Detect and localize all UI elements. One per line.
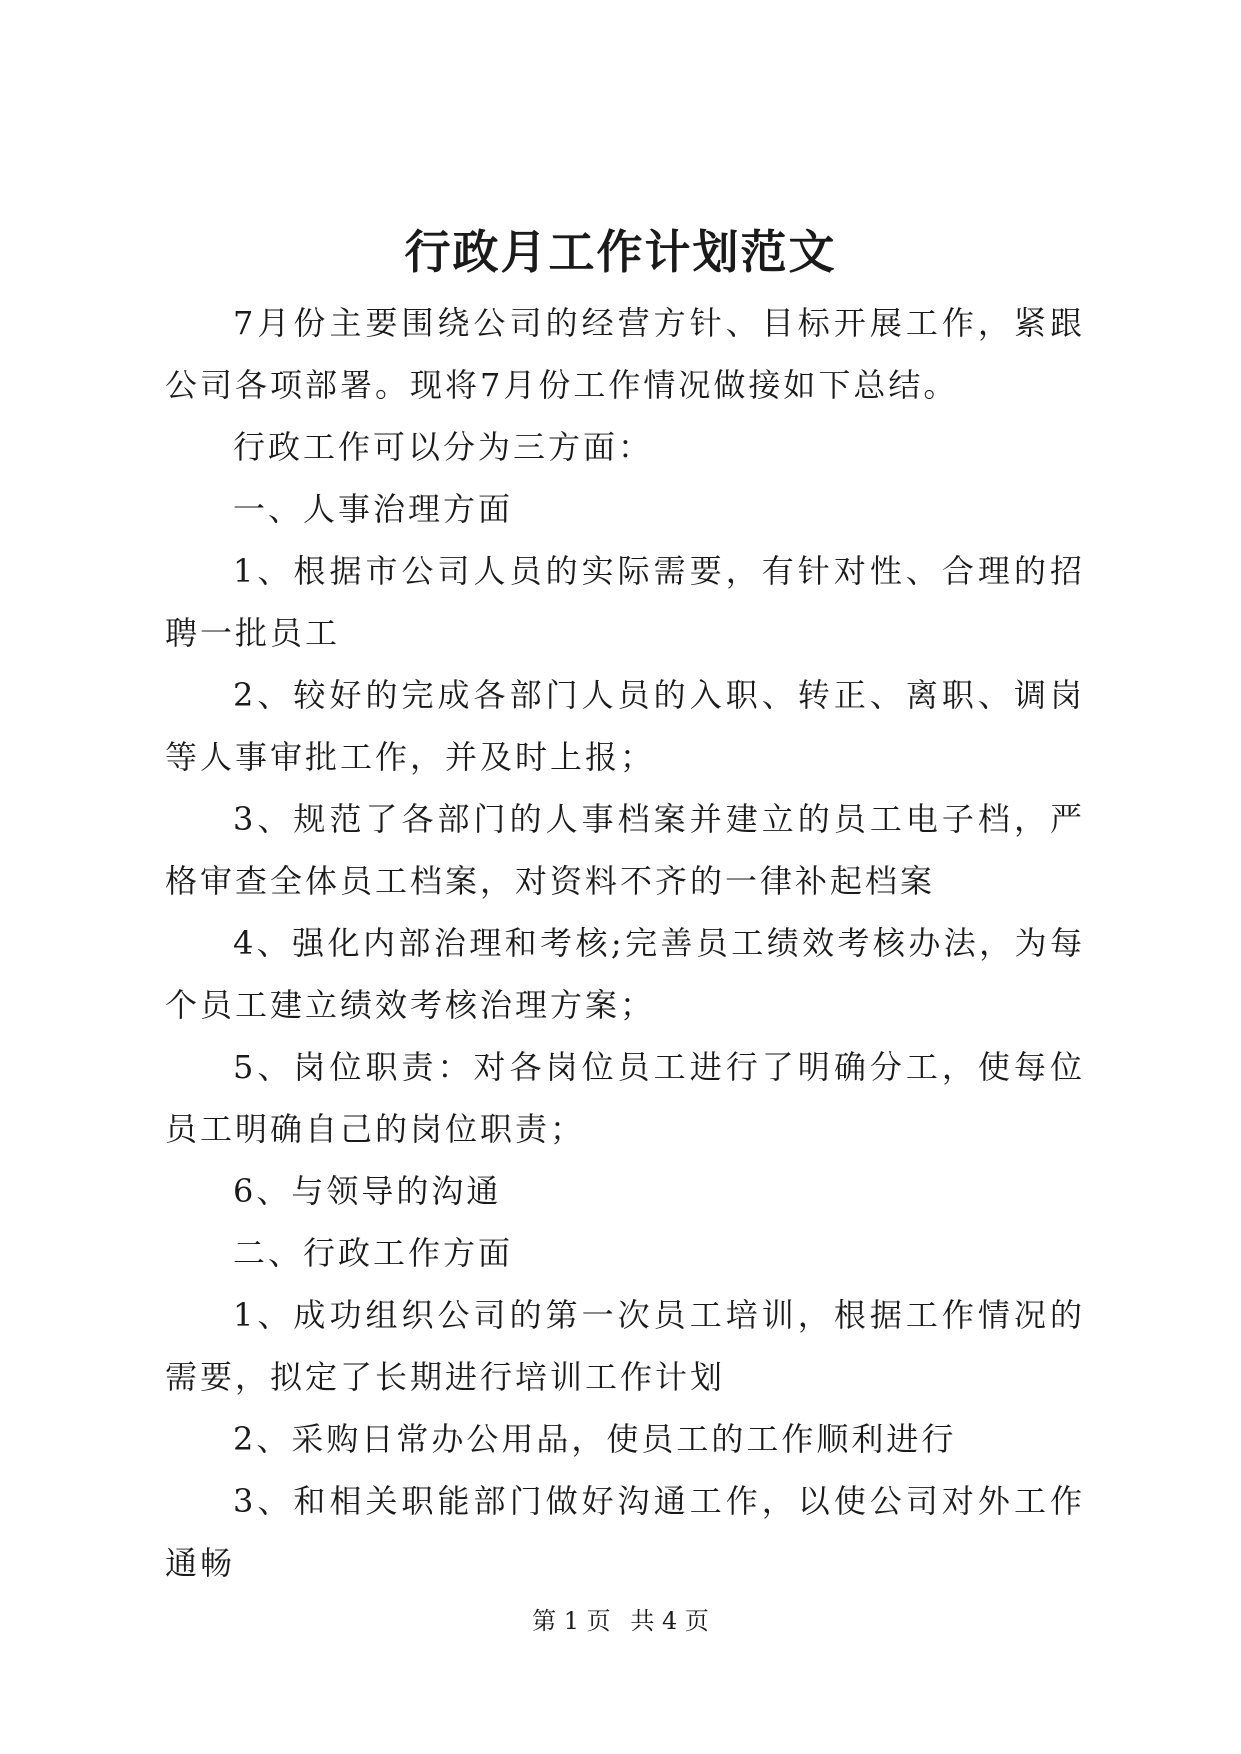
document-title: 行政月工作计划范文 [404,225,837,279]
list-item: 1、成功组织公司的第一次员工培训，根据工作情况的需要，拟定了长期进行培训工作计划 [165,1296,1085,1396]
page-total: 共 4 页 [630,1607,709,1635]
list-item: 1、根据市公司人员的实际需要，有针对性、合理的招聘一批员工 [165,552,1085,652]
list-item: 2、采购日常办公用品，使员工的工作顺利进行 [233,1420,957,1458]
list-item: 4、强化内部治理和考核;完善员工绩效考核办法，为每个员工建立绩效考核治理方案； [165,924,1085,1024]
page-footer [0,1606,1241,1636]
document-body [165,292,1085,1594]
list-item: 5、岗位职责：对各岗位员工进行了明确分工，使每位员工明确自己的岗位职责； [165,1048,1085,1148]
section-heading: 一、人事治理方面 [233,490,514,528]
paragraph: 7月份主要围绕公司的经营方针、目标开展工作，紧跟公司各项部署。现将7月份工作情况做接如下总结。 [165,304,1085,404]
list-item: 3、规范了各部门的人事档案并建立的员工电子档，严格审查全体员工档案，对资料不齐的一律补起档案 [165,800,1085,900]
paragraph: 行政工作可以分为三方面： [233,428,654,466]
list-item: 3、和相关职能部门做好沟通工作，以使公司对外工作通畅 [165,1482,1085,1582]
section-heading: 二、行政工作方面 [233,1234,514,1272]
list-item: 6、与领导的沟通 [233,1172,502,1210]
list-item: 2、较好的完成各部门人员的入职、转正、离职、调岗等人事审批工作，并及时上报； [165,676,1085,776]
page-number: 第 1 页 [532,1607,611,1635]
